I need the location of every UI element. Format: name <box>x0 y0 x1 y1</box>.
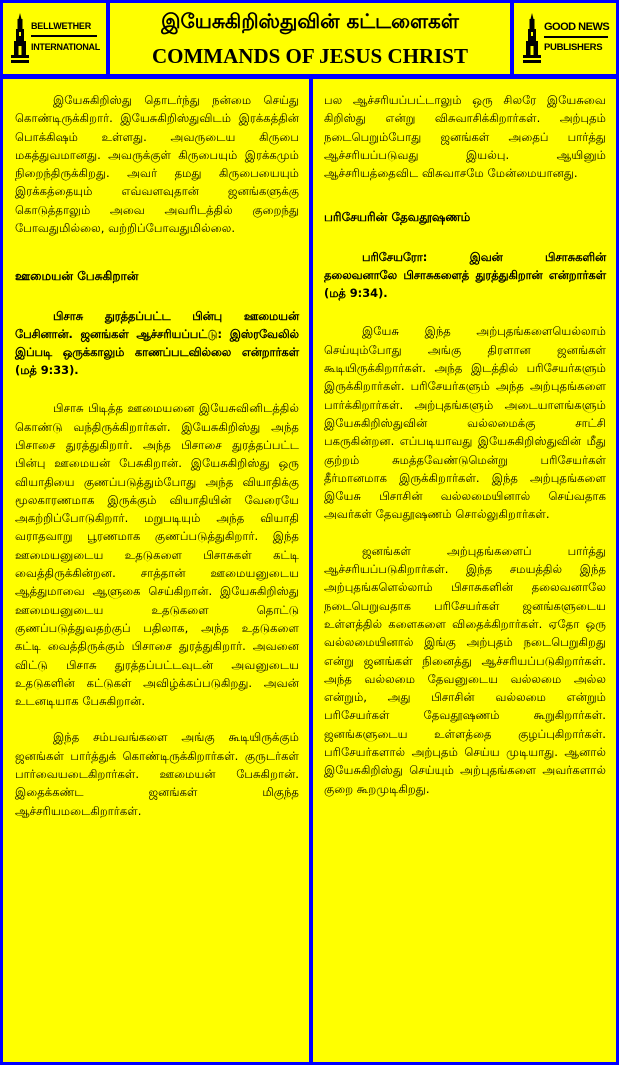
section-heading: ஊமையன் பேசுகிறான் <box>15 269 139 284</box>
logo-line-2: INTERNATIONAL <box>31 42 100 52</box>
body-paragraph: பல ஆச்சரியப்பட்டாலும் ஒரு சிலரே இயேசுவை கிறிஸ்து என்று விசுவாசிக்கிறார்கள். அற்புதம் நடைபெறும்போது ஜனங்கள் அதைப் பார்த்து ஆச்சரியப்படுவது இயல்பு. ஆயினும் ஆச்சரியத்தைவிட விசுவாசமே மேன்மையானது. <box>324 93 606 181</box>
body-paragraph: பிசாசு பிடித்த ஊமையனை இயேசுவினிடத்தில் கொண்டு வந்திருக்கிறார்கள். இயேசுகிறிஸ்து அந்த பிசாசை துரத்துகிறார். அந்த பிசாசை துரத்தப்பட்ட பின்பு ஊமையன் பேசுகிறான். இயேசுகிறிஸ்து ஒரு வியாதியை குணப்படுத்தும்போது அந்த வியாதிக்கு மூலகாரணமாக இருக்கும் வியாதியின் வேரையே அகற்றிப்போடுகிறார். மறுபடியும் அந்த வியாதி வராதவாறு பூரணமாக குணப்படுத்துகிறார். இந்த ஊமையனுடைய உதடுகளை பிசாசுகள் கட்டி வைத்திருக்கின்றன. சாத்தான் ஊமையனுடைய ஆத்துமாவை ஆளுகை செய்கிறான். இயேசுகிறிஸ்து ஊமையனுடைய உதடுகளை தொட்டு குணப்படுத்துவதற்குப் பதிலாக, அந்த உதடுகளை கட்டி வைத்திருக்கும் பிசாசை துரத்துகிறார். அவனை விட்டு பிசாசு துரத்தப்பட்டவுடன் அவனுடைய உதடுகளின் கட்டுகள் அவிழ்க்கப்படுகிறது. அவன் உடனடியாக பேசுகிறான். <box>15 401 299 709</box>
church-tower-icon <box>11 13 29 63</box>
scripture-verse: பரிசேயரோ: இவன் பிசாசுகளின் தலைவனாலே பிசாசுகளைத் துரத்துகிறான் என்றார்கள் (மத் 9:34). <box>324 250 606 301</box>
body-paragraph: ஜனங்கள் அற்புதங்களைப் பார்த்து ஆச்சரியப்படுகிறார்கள். இந்த சமயத்தில் இந்த அற்புதங்களெல்லாம் பிசாசுகளின் தலைவனாலே நடைபெறுவதாக பரிசேயர்கள் ஜனங்களுடைய உள்ளத்தில் களைகளை விதைக்கிறார்கள். ஏதோ ஒரு வல்லமையினால் இங்கு அற்புதம் நடைபெறுகிறது என்று ஜனங்கள் நினைத்து ஆச்சரியப்படுகிறார்கள். அந்த வல்லமை தேவனுடைய வல்லமை அல்ல என்றும், அது பிசாசின் வல்லமை என்றும் பரிசேயர்கள் தேவதூஷணம் கூறுகிறார்கள். ஜனங்களுடைய உள்ளத்தை குழப்புகிறார்கள். பரிசேயர்களால் அற்புதம் செய்ய முடியாது. ஆனால் இயேசுகிறிஸ்து செய்யும் அற்புதங்களை அவர்களால் குறை கூறமுடிகிறது. <box>324 543 606 796</box>
church-tower-icon <box>523 13 541 63</box>
logo-line-1: GOOD NEWS <box>544 21 610 33</box>
section-heading: பரிசேயரின் தேவதூஷணம் <box>324 210 471 225</box>
logo-divider <box>31 35 97 37</box>
body-paragraph: இயேசு இந்த அற்புதங்களையெல்லாம் செய்யும்போது அங்கு திரளான ஜனங்கள் கூடியிருக்கிறார்கள். அந்த இடத்தில் பரிசேயர்களும் இருக்கிறார்கள். பரிசேயர்களும் அந்த அற்புதங்களை பார்க்கிறார்கள். அற்புதங்களும் அடையாளங்களும் இயேசுகிறிஸ்துவின் வல்லமைக்கு சாட்சி பகருகின்றன. எப்படியாவது இயேசுகிறிஸ்துவின் மீது குற்றம் சுமத்தவேண்டுமென்று பரிசேயர்கள் தீர்மானமாக இருக்கிறார்கள். இந்த அற்புதங்களை இயேசு பிசாசின் வல்லமையினால் செய்வதாக அவர்கள் தேவதூஷணம் சொல்லுகிறார்கள். <box>324 324 606 522</box>
scripture-verse: பிசாசு துரத்தப்பட்ட பின்பு ஊமையன் பேசினான். ஜனங்கள் ஆச்சரியப்பட்டு: இஸ்ரவேலில் இப்படி ஒருக்காலும் காணப்படவில்லை என்றார்கள் (மத் 9:33). <box>15 309 299 378</box>
logo-line-1: BELLWETHER <box>31 21 91 31</box>
left-column <box>3 79 309 1062</box>
logo-divider <box>544 36 608 38</box>
header <box>3 3 616 74</box>
bellwether-logo <box>3 3 106 74</box>
right-column <box>313 79 616 1062</box>
good-news-logo <box>514 3 616 74</box>
logo-line-2: PUBLISHERS <box>544 42 603 53</box>
title-box <box>110 3 510 74</box>
body-paragraph: இந்த சம்பவங்களை அங்கு கூடியிருக்கும் ஜனங்கள் பார்த்துக் கொண்டிருக்கிறார்கள். குருடர்கள் பார்வையடைகிறார்கள். ஊமையன் பேசுகிறான். இதைக்கண்ட ஜனங்கள் மிகுந்த ஆச்சரியமடைகிறார்கள். <box>15 730 299 818</box>
page-title-english: COMMANDS OF JESUS CHRIST <box>151 44 468 68</box>
intro-paragraph: இயேசுகிறிஸ்து தொடர்ந்து நன்மை செய்து கொண்டிருக்கிறார். இயேசுகிறிஸ்துவிடம் இரக்கத்தின் பொக்கிஷம் உள்ளது. அவருடைய கிருபை மகத்துவமானது. அவருக்குள் கிருபையும் இரக்கமும் நிறைந்திருக்கிறது. அவர் தமது கிருபையையும் இரக்கத்தையும் எவ்வளவுதான் ஜனங்களுக்கு கொடுத்தாலும் அவை அவரிடத்தில் குறைந்து போவதுமில்லை, வற்றிப்போவதுமில்லை. <box>15 93 299 236</box>
page-title-tamil: இயேசுகிறிஸ்துவின் கட்டளைகள் <box>161 9 459 33</box>
